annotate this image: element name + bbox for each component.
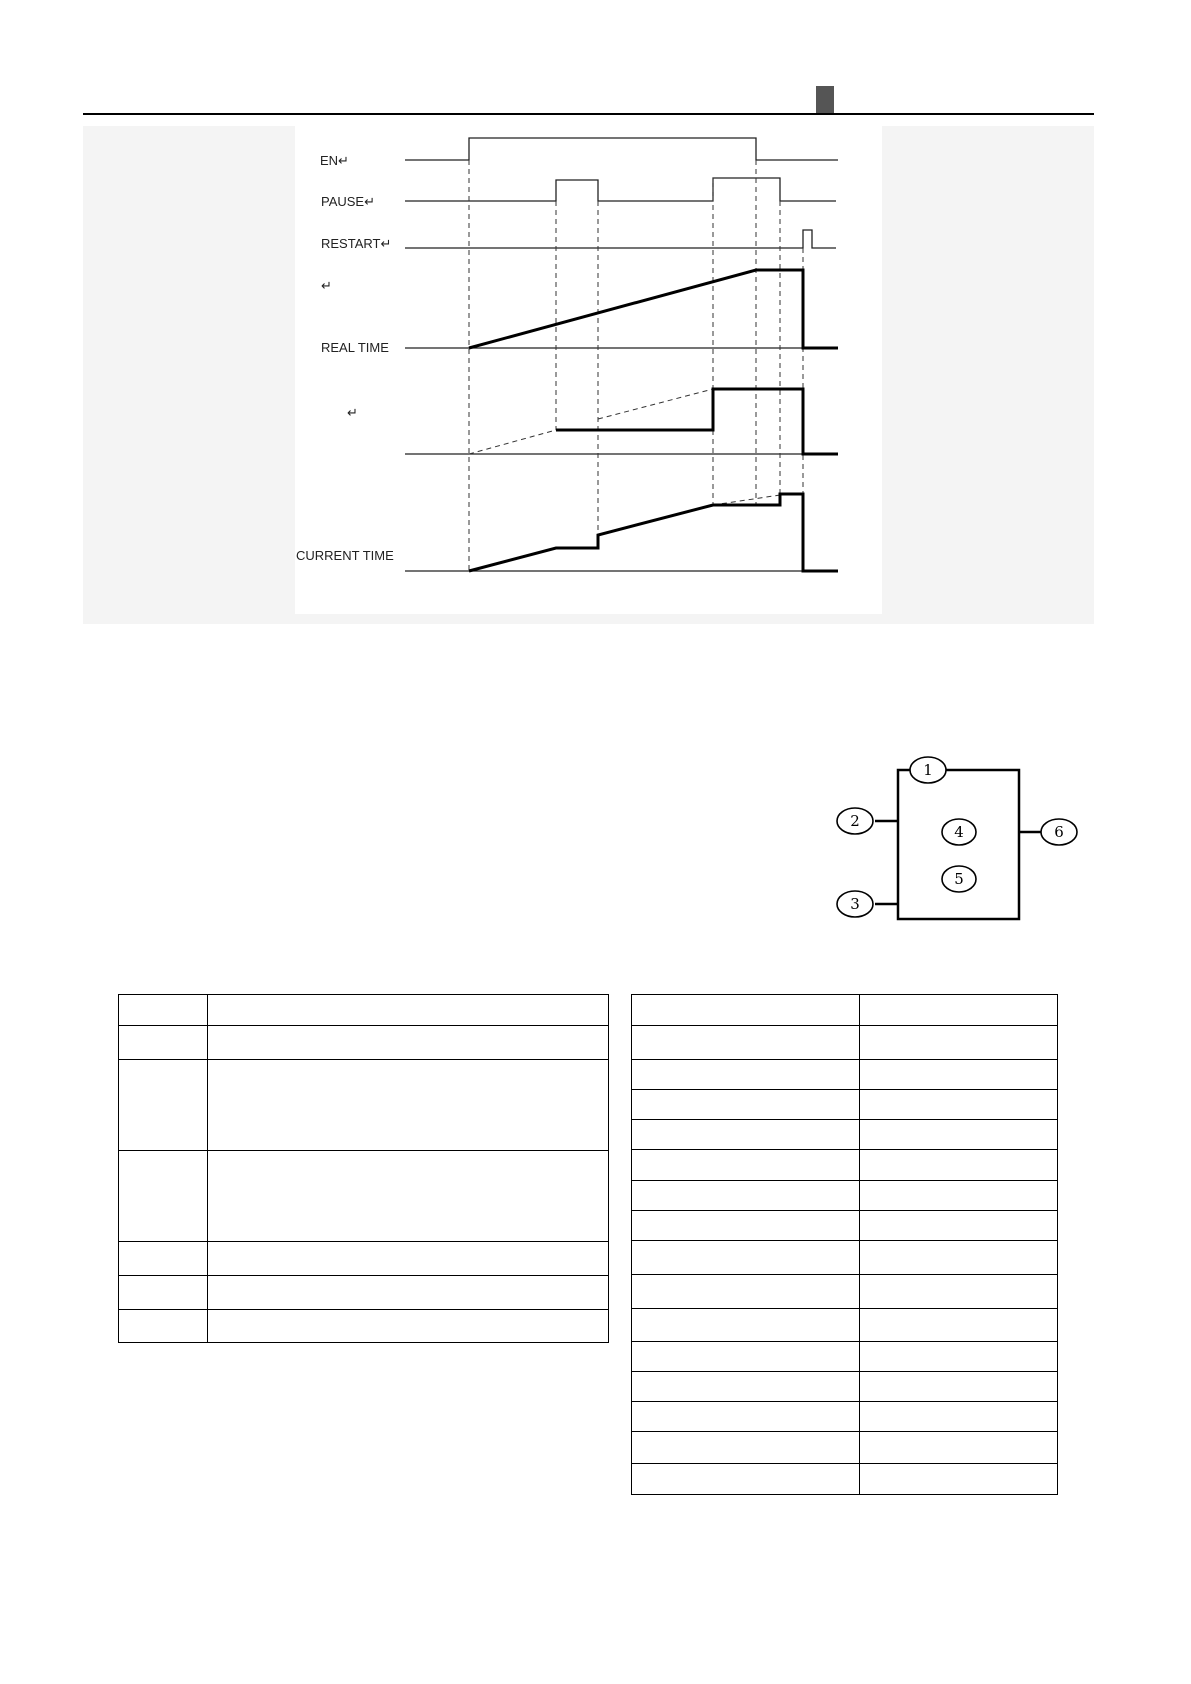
table-cell	[208, 1310, 609, 1343]
current-time-trace	[469, 494, 838, 571]
table-row	[632, 1120, 1058, 1150]
table-row	[119, 1276, 609, 1310]
real-time-trace	[469, 270, 838, 348]
table-cell	[860, 1026, 1058, 1060]
table-cell	[632, 1241, 860, 1275]
table-cell	[632, 1026, 860, 1060]
table-cell	[632, 1309, 860, 1342]
table-row	[632, 1150, 1058, 1181]
table-cell	[208, 995, 609, 1026]
table-cell	[632, 1372, 860, 1402]
table-cell	[632, 1464, 860, 1495]
table-cell	[632, 1432, 860, 1464]
table-cell	[860, 995, 1058, 1026]
table-cell	[119, 1151, 208, 1242]
signal-label-blank-1: ↵	[321, 278, 332, 293]
table-row	[632, 1275, 1058, 1309]
table-row	[119, 1060, 609, 1151]
function-block-diagram	[835, 752, 1095, 932]
table-cell	[860, 1432, 1058, 1464]
table-row	[632, 1402, 1058, 1432]
table-cell	[208, 1026, 609, 1060]
table-cell	[119, 1310, 208, 1343]
table-cell	[119, 1060, 208, 1151]
signal-label-restart: RESTART↵	[321, 236, 392, 251]
table-row	[632, 1211, 1058, 1241]
table-cell	[632, 1402, 860, 1432]
table-cell	[860, 1342, 1058, 1372]
table-cell	[119, 1026, 208, 1060]
operand-table	[631, 994, 1058, 1495]
table-row	[632, 1432, 1058, 1464]
table-row	[119, 1026, 609, 1060]
signal-label-pause: PAUSE↵	[321, 194, 375, 209]
table-row	[119, 1242, 609, 1276]
table-cell	[119, 1276, 208, 1310]
table-row	[632, 1026, 1058, 1060]
table-row	[119, 995, 609, 1026]
table-row	[632, 1241, 1058, 1275]
table-cell	[860, 1060, 1058, 1090]
table-cell	[632, 1342, 860, 1372]
signal-label-current-time: CURRENT TIME	[296, 548, 394, 563]
table-cell	[632, 1060, 860, 1090]
dashed-projection-2	[598, 389, 713, 419]
table-row	[119, 1310, 609, 1343]
pin-description-table	[118, 994, 609, 1343]
table-cell	[860, 1372, 1058, 1402]
table-cell	[632, 1275, 860, 1309]
signal-label-real-time: REAL TIME	[321, 340, 389, 355]
table-row	[632, 1372, 1058, 1402]
table-cell	[860, 1241, 1058, 1275]
pin-3-label: 3	[850, 895, 860, 913]
table-cell	[860, 1464, 1058, 1495]
pin-1-label: 1	[923, 761, 933, 779]
table-cell	[632, 1150, 860, 1181]
table-cell	[632, 1181, 860, 1211]
pin-2-label: 2	[850, 812, 860, 830]
table-cell	[860, 1309, 1058, 1342]
table-row	[632, 1090, 1058, 1120]
table-cell	[208, 1060, 609, 1151]
dashed-projection-1	[469, 430, 556, 454]
table-row	[632, 995, 1058, 1026]
table-cell	[860, 1150, 1058, 1181]
timing-diagram	[0, 0, 1191, 640]
table-cell	[632, 1120, 860, 1150]
table-row	[632, 1342, 1058, 1372]
table-cell	[632, 1090, 860, 1120]
table-row	[119, 1151, 609, 1242]
signal-label-en: EN↵	[320, 153, 349, 168]
table-cell	[119, 1242, 208, 1276]
table-cell	[208, 1151, 609, 1242]
table-cell	[860, 1275, 1058, 1309]
table-cell	[860, 1120, 1058, 1150]
table-cell	[119, 995, 208, 1026]
table-row	[632, 1181, 1058, 1211]
pin-5-label: 5	[954, 870, 964, 888]
pin-6-label: 6	[1054, 823, 1064, 841]
pin-4-label: 4	[954, 823, 964, 841]
table-cell	[632, 995, 860, 1026]
restart-waveform	[405, 230, 836, 248]
table-cell	[208, 1276, 609, 1310]
table-cell	[208, 1242, 609, 1276]
table-cell	[860, 1090, 1058, 1120]
table-row	[632, 1309, 1058, 1342]
table-row	[632, 1060, 1058, 1090]
table-cell	[632, 1211, 860, 1241]
en-waveform	[405, 138, 838, 160]
table-cell	[860, 1181, 1058, 1211]
table-cell	[860, 1211, 1058, 1241]
table-cell	[860, 1402, 1058, 1432]
signal-label-blank-2: ↵	[347, 405, 358, 420]
pause-waveform	[405, 178, 836, 201]
table-row	[632, 1464, 1058, 1495]
